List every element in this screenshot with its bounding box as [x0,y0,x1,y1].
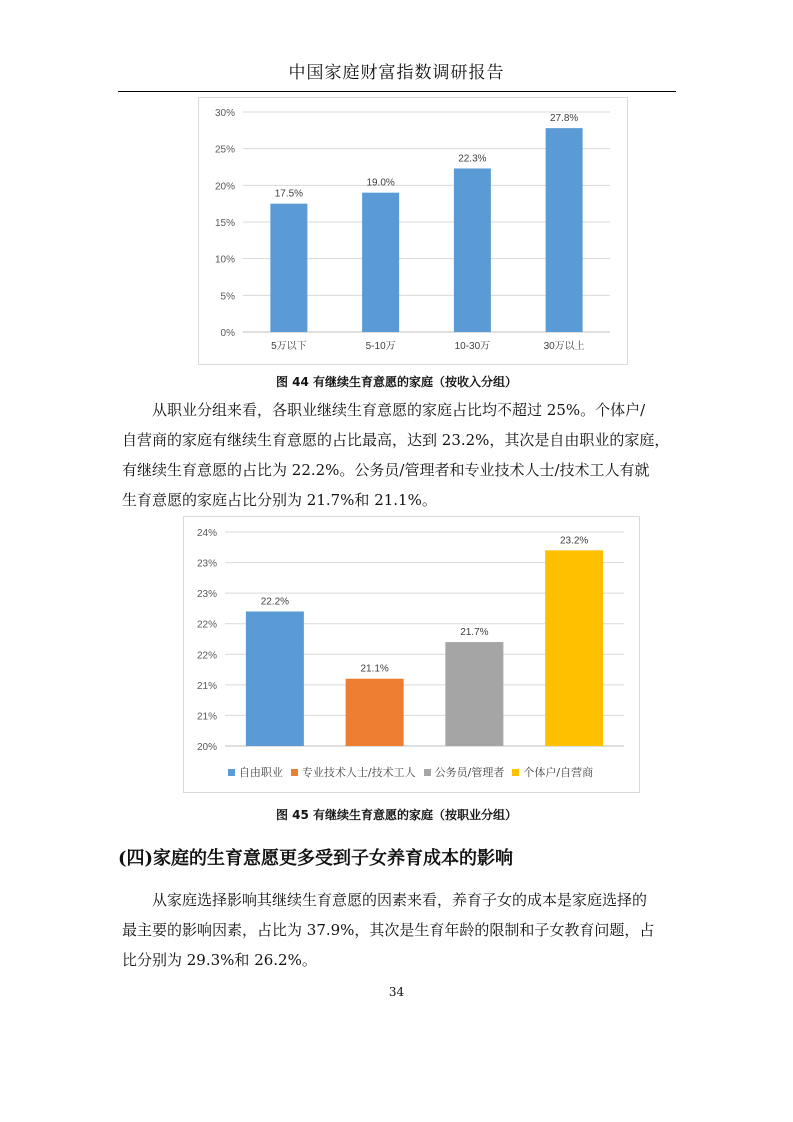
paragraph-line: 最主要的影响因素，占比为 37.9%，其次是生育年龄的限制和子女教育问题，占 [122,921,655,939]
data-label: 22.3% [458,153,487,165]
bar [546,128,583,332]
data-label: 27.8% [549,113,579,125]
legend-label: 自由职业 [238,766,283,779]
legend-item [512,764,593,780]
data-label: 21.7% [460,627,489,639]
legend-label: 专业技术人士/技术工人 [301,766,416,779]
legend-swatch [512,769,519,776]
income-group-bar-chart [198,97,628,365]
y-tick-label: 20% [214,181,235,193]
occupation-group-bar-chart [183,516,640,793]
paragraph-line: 自营商的家庭有继续生育意愿的占比最高，达到 23.2%，其次是自由职业的家庭， [122,431,670,449]
figure-45-caption: 图 45 有继续生育意愿的家庭（按职业分组） [275,808,518,822]
y-tick-label: 10% [214,254,235,266]
data-label: 21.1% [360,663,389,675]
data-label: 17.5% [274,188,304,200]
y-tick-label: 23% [196,589,217,601]
legend-item [424,764,505,780]
y-tick-label: 23% [196,558,217,570]
figure-44-caption: 图 44 有继续生育意愿的家庭（按收入分组） [275,375,518,389]
y-tick-label: 24% [196,528,217,539]
data-label: 19.0% [366,177,395,189]
bar [270,204,307,332]
legend-item [228,764,283,780]
bar [545,550,603,746]
data-label: 22.2% [260,596,290,608]
legend-swatch [291,769,298,776]
y-tick-label: 22% [196,619,217,631]
x-tick-label: 5-10万 [365,341,396,352]
header-divider [118,91,676,92]
section-heading: (四)家庭的生育意愿更多受到子女养育成本的影响 [118,848,514,869]
occupation-chart-svg [184,517,639,792]
paragraph-line: 从家庭选择影响其继续生育意愿的因素来看，养育子女的成本是家庭选择的 [152,891,648,909]
legend-label: 公务员/管理者 [434,766,505,779]
legend-swatch [228,769,235,776]
paragraph-line: 比分别为 29.3%和 26.2%。 [122,951,317,969]
y-tick-label: 21% [196,711,217,723]
bar [246,611,304,746]
bar [346,679,404,746]
bar [362,193,399,332]
legend-label: 个体户/自营商 [523,766,594,779]
paragraph-line: 从职业分组来看，各职业继续生育意愿的家庭占比均不超过 25%。个体户/ [152,401,646,419]
bar [445,642,503,746]
legend-item [291,764,416,780]
y-tick-label: 25% [214,144,235,156]
paragraph-line: 有继续生育意愿的占比为 22.2%。公务员/管理者和专业技术人士/技术工人有就 [122,461,650,479]
data-label: 23.2% [559,535,589,547]
page-header-title: 中国家庭财富指数调研报告 [288,63,505,83]
y-tick-label: 21% [196,680,217,692]
bar [454,168,491,332]
occupation-paragraph [122,395,672,515]
y-tick-label: 0% [220,328,235,339]
legend-swatch [424,769,431,776]
cost-factor-paragraph [122,885,672,975]
y-tick-label: 22% [196,650,217,662]
y-tick-label: 15% [214,218,235,229]
y-tick-label: 5% [220,291,235,303]
y-tick-label: 20% [196,742,217,753]
y-tick-label: 30% [214,108,235,119]
page-number: 34 [388,985,405,999]
x-tick-label: 30万以上 [543,341,585,352]
paragraph-line: 生育意愿的家庭占比分别为 21.7%和 21.1%。 [122,491,437,509]
x-tick-label: 10-30万 [454,341,491,352]
x-tick-label: 5万以下 [271,341,307,352]
income-chart-svg [199,98,627,364]
occupation-chart-legend [184,764,637,780]
